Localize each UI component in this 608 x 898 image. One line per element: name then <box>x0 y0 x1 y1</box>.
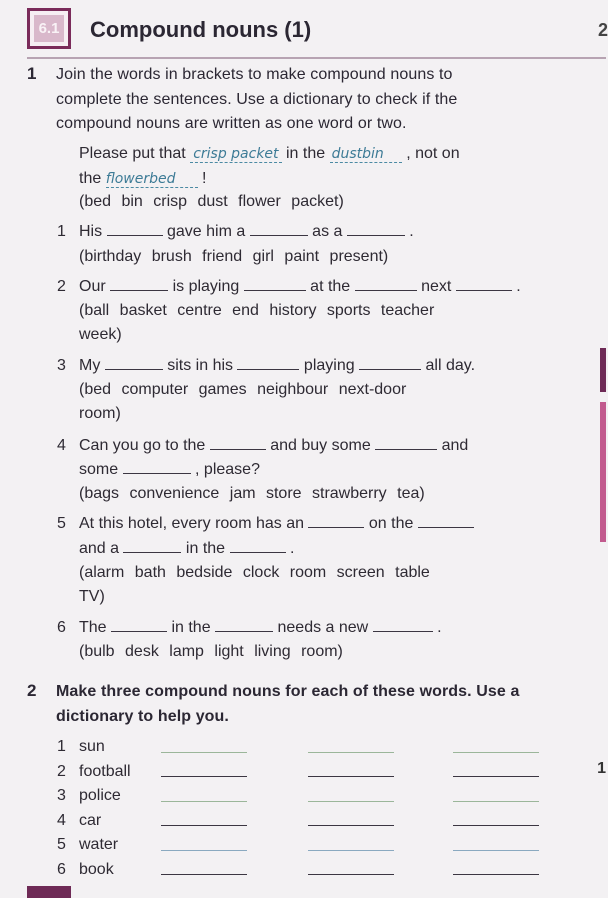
answer-line[interactable] <box>308 874 394 875</box>
exercise-2-number: 2 <box>27 681 37 700</box>
answer-blank[interactable] <box>110 275 168 291</box>
answer-blank[interactable] <box>355 275 417 291</box>
example-text: Please put that <box>79 145 191 162</box>
header-rule <box>27 57 606 59</box>
answer-blank[interactable] <box>359 354 421 370</box>
item-number: 1 <box>57 738 66 755</box>
answer-blank[interactable] <box>375 434 437 450</box>
unit-badge <box>27 8 71 49</box>
answer-line[interactable] <box>161 801 247 802</box>
instruction-line: Join the words in brackets to make compound nouns to <box>56 66 453 83</box>
answer-blank[interactable] <box>210 434 266 450</box>
item-number: 6 <box>57 619 66 636</box>
word-list: (bulb desk lamp light living room) <box>79 643 343 660</box>
instruction-line: complete the sentences. Use a dictionary to check if the <box>56 90 458 108</box>
item-number: 5 <box>57 836 66 853</box>
answer-blank[interactable] <box>418 512 474 528</box>
answer-blank[interactable] <box>237 354 299 370</box>
item-number: 2 <box>57 278 66 295</box>
answer-blank[interactable] <box>107 220 163 236</box>
corner-page-number: 2 <box>597 20 608 40</box>
unit-header <box>0 0 606 62</box>
word-list: week) <box>79 326 122 343</box>
answer-line[interactable] <box>453 801 539 802</box>
item-number: 5 <box>57 515 66 532</box>
sentence-5: At this hotel, every room has an on the <box>79 512 474 536</box>
item-number: 4 <box>57 812 66 829</box>
base-word: police <box>79 787 121 804</box>
answer-line[interactable] <box>308 850 394 851</box>
instruction-line: dictionary to help you. <box>56 707 229 725</box>
answer-line[interactable] <box>161 752 247 753</box>
sentence-1: His gave him a as a . <box>79 220 414 244</box>
side-tab-pink <box>600 402 606 542</box>
base-word: water <box>79 836 119 853</box>
answer-line[interactable] <box>161 825 247 826</box>
word-list: (bags convenience jam store strawberry tea) <box>79 485 425 502</box>
answer-blank[interactable] <box>456 275 512 291</box>
example-answer: crisp packet <box>190 146 281 163</box>
answer-line[interactable] <box>161 850 247 851</box>
answer-blank[interactable] <box>308 512 364 528</box>
item-number: 3 <box>57 787 66 804</box>
sentence-3: My sits in his playing all day. <box>79 354 475 378</box>
answer-blank[interactable] <box>230 537 286 553</box>
example-text: in the <box>281 145 330 162</box>
instruction-line: compound nouns are written as one word or two. <box>56 115 407 132</box>
sentence-2: Our is playing at the next . <box>79 275 521 299</box>
example-line-2 <box>79 167 206 191</box>
base-word: sun <box>79 738 105 755</box>
sentence-4: Can you go to the and buy some and <box>79 434 468 458</box>
word-list: room) <box>79 405 121 422</box>
base-word: book <box>79 861 114 878</box>
answer-blank[interactable] <box>373 616 433 632</box>
answer-line[interactable] <box>453 752 539 753</box>
answer-blank[interactable] <box>105 354 163 370</box>
example-answer: dustbin <box>330 146 402 163</box>
answer-line[interactable] <box>453 850 539 851</box>
answer-line[interactable] <box>308 752 394 753</box>
word-list: (ball basket centre end history sports teacher <box>79 302 435 319</box>
example-answer: flowerbed <box>106 171 198 188</box>
example-text: ! <box>197 170 207 187</box>
item-number: 3 <box>57 357 66 374</box>
side-page-number: 1 <box>597 760 606 777</box>
unit-badge-label: 6.1 <box>34 15 64 42</box>
side-tab-dark <box>600 348 606 392</box>
answer-line[interactable] <box>453 776 539 777</box>
answer-line[interactable] <box>453 874 539 875</box>
item-number: 2 <box>57 763 66 780</box>
answer-line[interactable] <box>308 801 394 802</box>
base-word: car <box>79 812 102 829</box>
item-number: 4 <box>57 437 66 454</box>
exercise-2-instructions <box>56 680 519 729</box>
base-word: football <box>79 763 131 780</box>
answer-blank[interactable] <box>123 537 181 553</box>
exercise-1-instructions <box>56 63 457 137</box>
answer-blank[interactable] <box>244 275 306 291</box>
answer-line[interactable] <box>161 776 247 777</box>
example-line-1 <box>79 142 460 166</box>
example-text: the <box>79 170 106 187</box>
next-unit-badge-edge <box>27 886 71 898</box>
sentence-4-cont: some , please? <box>79 458 260 482</box>
answer-line[interactable] <box>161 874 247 875</box>
word-list: (bed computer games neighbour next-door <box>79 381 407 398</box>
exercise-1-number: 1 <box>27 64 37 83</box>
answer-blank[interactable] <box>347 220 405 236</box>
word-list: TV) <box>79 588 105 605</box>
item-number: 1 <box>57 223 66 240</box>
word-list: (birthday brush friend girl paint present) <box>79 248 389 265</box>
word-list: (alarm bath bedside clock room screen table <box>79 564 430 581</box>
sentence-5-cont: and a in the . <box>79 537 294 561</box>
answer-blank[interactable] <box>123 458 191 474</box>
answer-blank[interactable] <box>111 616 167 632</box>
answer-line[interactable] <box>453 825 539 826</box>
example-word-list: (bed bin crisp dust flower packet) <box>79 193 344 210</box>
page-title: Compound nouns (1) <box>90 17 312 42</box>
answer-blank[interactable] <box>215 616 273 632</box>
answer-line[interactable] <box>308 825 394 826</box>
instruction-line: Make three compound nouns for each of these words. Use a <box>56 683 520 700</box>
example-text: , not on <box>401 145 460 162</box>
item-number: 6 <box>57 861 66 878</box>
sentence-6: The in the needs a new . <box>79 616 442 640</box>
answer-blank[interactable] <box>250 220 308 236</box>
answer-line[interactable] <box>308 776 394 777</box>
